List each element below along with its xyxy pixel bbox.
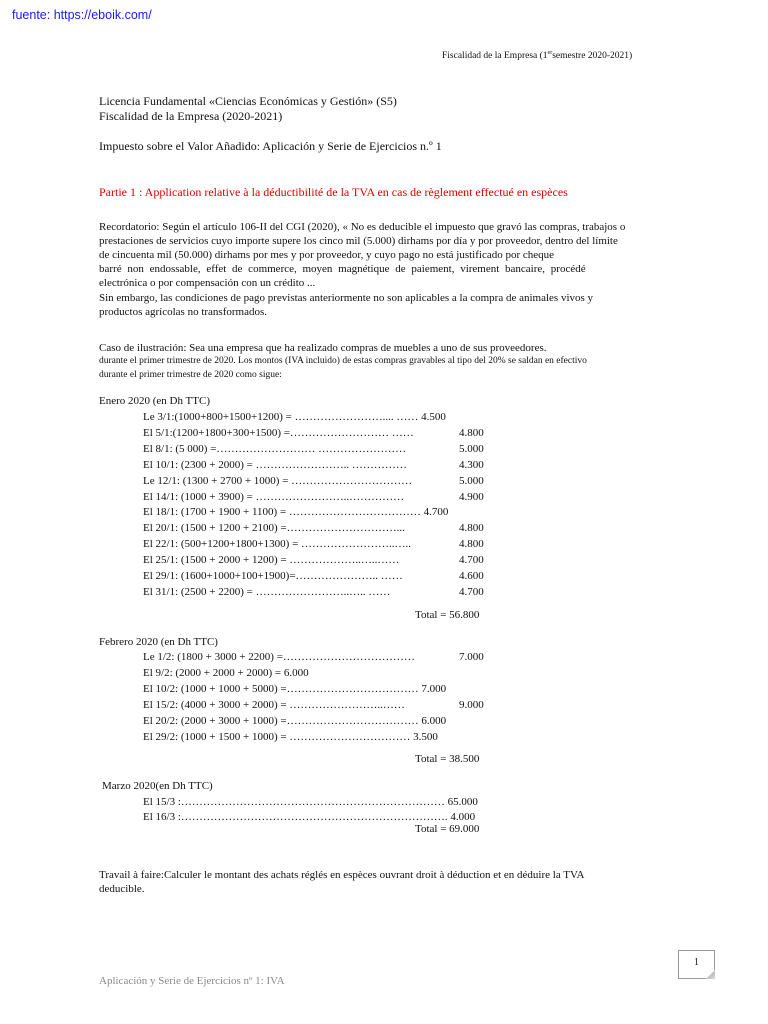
list-item-text: El 18/1: (1700 + 1900 + 1100) = ……………………………… 4.700: [143, 506, 449, 519]
source-link[interactable]: fuente: https://eboik.com/: [12, 8, 152, 22]
page-footer: Aplicación y Serie de Ejercicios nº 1: IVA: [99, 975, 285, 987]
title-line-1: Licencia Fundamental «Ciencias Económicas y Gestión» (S5): [99, 94, 397, 108]
list-item-text: El 20/2: (2000 + 3000 + 1000) =……………………………… 6.000: [143, 715, 447, 727]
enero-header: Enero 2020 (en Dh TTC): [99, 395, 210, 407]
febrero-header: Febrero 2020 (en Dh TTC): [99, 636, 218, 648]
list-item-text: Le 1/2: (1800 + 3000 + 2200) =………………………………: [143, 651, 415, 663]
febrero-total: Total = 38.500: [415, 753, 480, 765]
list-item-amount: 4.800: [459, 538, 484, 551]
list-item-text: El 22/1: (500+1200+1800+1300) = ……………………..…..: [143, 538, 412, 551]
list-item-text: El 20/1: (1500 + 1200 + 2100) =…………………………...: [143, 522, 405, 535]
list-item-text: El 9/2: (2000 + 2000 + 2000) = 6.000: [143, 667, 309, 679]
marzo-header: Marzo 2020(en Dh TTC): [102, 780, 213, 792]
list-item-amount: 5.000: [459, 442, 484, 455]
list-item-amount: 4.300: [459, 458, 484, 471]
list-item-amount: 4.800: [459, 522, 484, 535]
part-heading: Partie 1 : Application relative à la déductibilité de la TVA en cas de règlement effectué en espèces: [99, 185, 568, 199]
list-item-text: Le 3/1:(1000+800+1500+1200) = …………………….... …… 4.500: [143, 411, 446, 423]
list-item-text: El 15/3 :……………………………………………………………… 65.000: [143, 796, 478, 808]
list-item-text: El 14/1: (1000 + 3900) = ……………………..……………: [143, 490, 405, 503]
list-item-amount: 4.700: [459, 585, 484, 598]
list-item-text: El 31/1: (2500 + 2200) = ……………………..….. ……: [143, 585, 391, 598]
marzo-total: Total = 69.000: [415, 823, 480, 835]
enero-total: Total = 56.800: [415, 609, 480, 621]
list-item-text: El 10/2: (1000 + 1000 + 5000) =……………………………… 7.000: [143, 683, 447, 695]
list-item-text: El 8/1: (5 000) =……………………… ……………………: [143, 442, 407, 455]
task-paragraph: Travail à faire:Calculer le montant des achats réglés en espèces ouvrant droit à déduction et en déduire la TVA deducible.: [99, 869, 585, 895]
case-paragraph: Caso de ilustración: Sea una empresa que ha realizado compras de muebles a uno de sus proveedores. durante el primer trimestre de 2020. Los montos (IVA incluido) de estas compras gravables al tipo del 20% se saldan en efectivo durante el primer trimestre de 2020 como sigue:: [99, 342, 587, 380]
list-item-text: El 25/1: (1500 + 2000 + 1200) = ………………..…..……: [143, 554, 400, 567]
reminder-paragraph: Recordatorio: Según el artículo 106-II del CGI (2020), « No es deducible el impuesto que gravó las compras, trabajos o prestaciones de servicios cuyo importe supere los cinco mil (5.000) dirhams por día y por proveedor, dentro del límite de cincuenta mil (50.000) dirhams por mes y por proveedor, y cuyo pago no está justificado por cheque barré non endossable, effet de commerce, moyen magnétique de paiement, virement bancaire, procédé electrónica o por compensación con un crédito ... Sin embargo, las condiciones de pago previstas anteriormente no son aplicables a la compra de animales vivos y productos agrícolas no transformados.: [99, 221, 626, 318]
list-item-amount: 9.000: [459, 699, 484, 711]
list-item-amount: 7.000: [459, 651, 484, 663]
list-item-amount: 5.000: [459, 474, 484, 487]
list-item-text: El 15/2: (4000 + 3000 + 2000) = ……………………..……: [143, 699, 405, 711]
title-line-2: Fiscalidad de la Empresa (2020-2021): [99, 109, 283, 123]
list-item-text: El 10/1: (2300 + 2000) = …………………….. ……………: [143, 458, 407, 471]
list-item-amount: 4.600: [459, 570, 484, 582]
title-line-3: Impuesto sobre el Valor Añadido: Aplicación y Serie de Ejercicios n.º 1: [99, 139, 442, 153]
list-item-text: El 16/3 :………………………………………………………………. 4.000: [143, 810, 476, 823]
list-item-text: Le 12/1: (1300 + 2700 + 1000) = ……………………………: [143, 474, 413, 487]
list-item-amount: 4.800: [459, 426, 484, 439]
list-item-amount: 4.700: [459, 554, 484, 567]
page-number-box: 1: [678, 950, 715, 979]
list-item-text: El 29/2: (1000 + 1500 + 1000) = …………………………… 3.500: [143, 731, 438, 743]
list-item-text: El 5/1:(1200+1800+300+1500) =……………………… ……: [143, 426, 414, 439]
running-head: Fiscalidad de la Empresa (1ersemestre 2020-2021): [442, 50, 633, 62]
list-item-text: El 29/1: (1600+1000+100+1900)=………………….. ……: [143, 570, 403, 582]
list-item-amount: 4.900: [459, 490, 484, 503]
